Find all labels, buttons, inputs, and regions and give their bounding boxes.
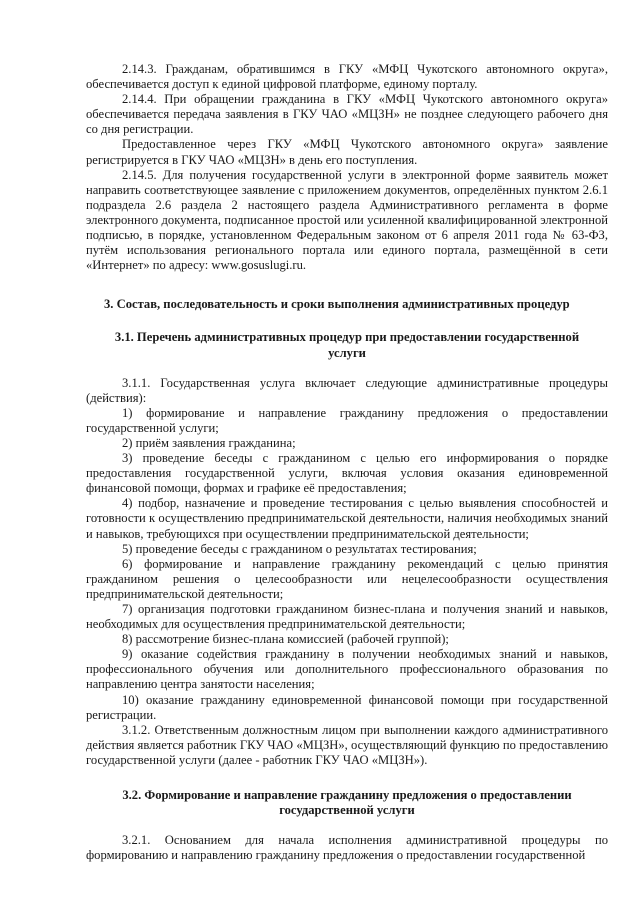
list-item: 2) приём заявления гражданина; bbox=[122, 435, 296, 450]
paragraph-3-1-2: 3.1.2. Ответственным должностным лицом при выполнении каждого административного действия является работник ГКУ ЧАО «МЦЗН», осуществляющий функцию по предоставлению государственной услуги (далее - работник ГКУ ЧАО «МЦЗН»). bbox=[86, 722, 608, 767]
section-3-1-heading: 3.1. Перечень административных процедур при предоставлении государственной услуги bbox=[114, 330, 580, 360]
list-item: 5) проведение беседы с гражданином о результатах тестирования; bbox=[122, 541, 477, 556]
paragraph-2-14-3: 2.14.3. Гражданам, обратившимся в ГКУ «МФЦ Чукотского автономного округа», обеспечивается доступ к единой цифровой платформе, единому порталу. bbox=[86, 62, 608, 92]
list-item: 10) оказание гражданину единовременной финансовой помощи при государственной регистрации. bbox=[86, 692, 608, 722]
paragraph-3-1-1: 3.1.1. Государственная услуга включает следующие административные процедуры (действия): bbox=[86, 375, 608, 405]
paragraph-mfc-registration: Предоставленное через ГКУ «МФЦ Чукотского автономного округа» заявление регистрируется в ГКУ ЧАО «МЦЗН» в день его поступления. bbox=[86, 137, 608, 167]
list-item: 4) подбор, назначение и проведение тестирования с целью выявления способностей и готовности к осуществлению предпринимательской деятельности, наличия необходимых знаний и навыков, требующихся при осуществлении предпринимательской деятельности; bbox=[86, 496, 608, 541]
list-item: 8) рассмотрение бизнес-плана комиссией (рабочей группой); bbox=[122, 632, 449, 647]
list-item: 1) формирование и направление гражданину предложения о предоставлении государственной услуги; bbox=[86, 405, 608, 435]
list-item: 7) организация подготовки гражданином бизнес-плана и получения знаний и навыков, необходимых для осуществления предпринимательской деятельности; bbox=[86, 602, 608, 632]
list-item: 9) оказание содействия гражданину в получении необходимых знаний и навыков, профессионального обучения или дополнительного профессионального образования по направлению центра занятости населения; bbox=[86, 647, 608, 692]
document-body bbox=[86, 62, 608, 863]
section-3-2-heading: 3.2. Формирование и направление гражданину предложения о предоставлении государственной услуги bbox=[122, 788, 572, 818]
paragraph-2-14-4: 2.14.4. При обращении гражданина в ГКУ «МФЦ Чукотского автономного округа» обеспечивается передача заявления в ГКУ ЧАО «МЦЗН» не позднее следующего рабочего дня со дня регистрации. bbox=[86, 92, 608, 137]
paragraph-2-14-5: 2.14.5. Для получения государственной услуги в электронной форме заявитель может направить соответствующее заявление с приложением документов, определённых пунктом 2.6.1 подраздела 2.6 раздела 2 настоящего раздела Административного регламента в форме электронного документа, подписанное простой или усиленной квалифицированной электронной подписью, в порядке, установленном Федеральным законом от 6 апреля 2011 года № 63-ФЗ, путём использования регионального портала или единого портала, размещённой в сети «Интернет» по адресу: www.gosuslugi.ru. bbox=[86, 167, 608, 273]
list-item: 3) проведение беседы с гражданином с целью его информирования о порядке предоставления государственной услуги, включая условия оказания единовременной финансовой помощи, формах и графике её предоставления; bbox=[86, 451, 608, 496]
section-3-heading: 3. Состав, последовательность и сроки выполнения административных процедур bbox=[104, 297, 570, 312]
list-item: 6) формирование и направление гражданину рекомендаций с целью принятия гражданином решения о целесообразности или нецелесообразности осуществления предпринимательской деятельности; bbox=[86, 556, 608, 601]
paragraph-3-2-1: 3.2.1. Основанием для начала исполнения административной процедуры по формированию и направлению гражданину предложения о предоставлении государственной bbox=[86, 833, 608, 863]
